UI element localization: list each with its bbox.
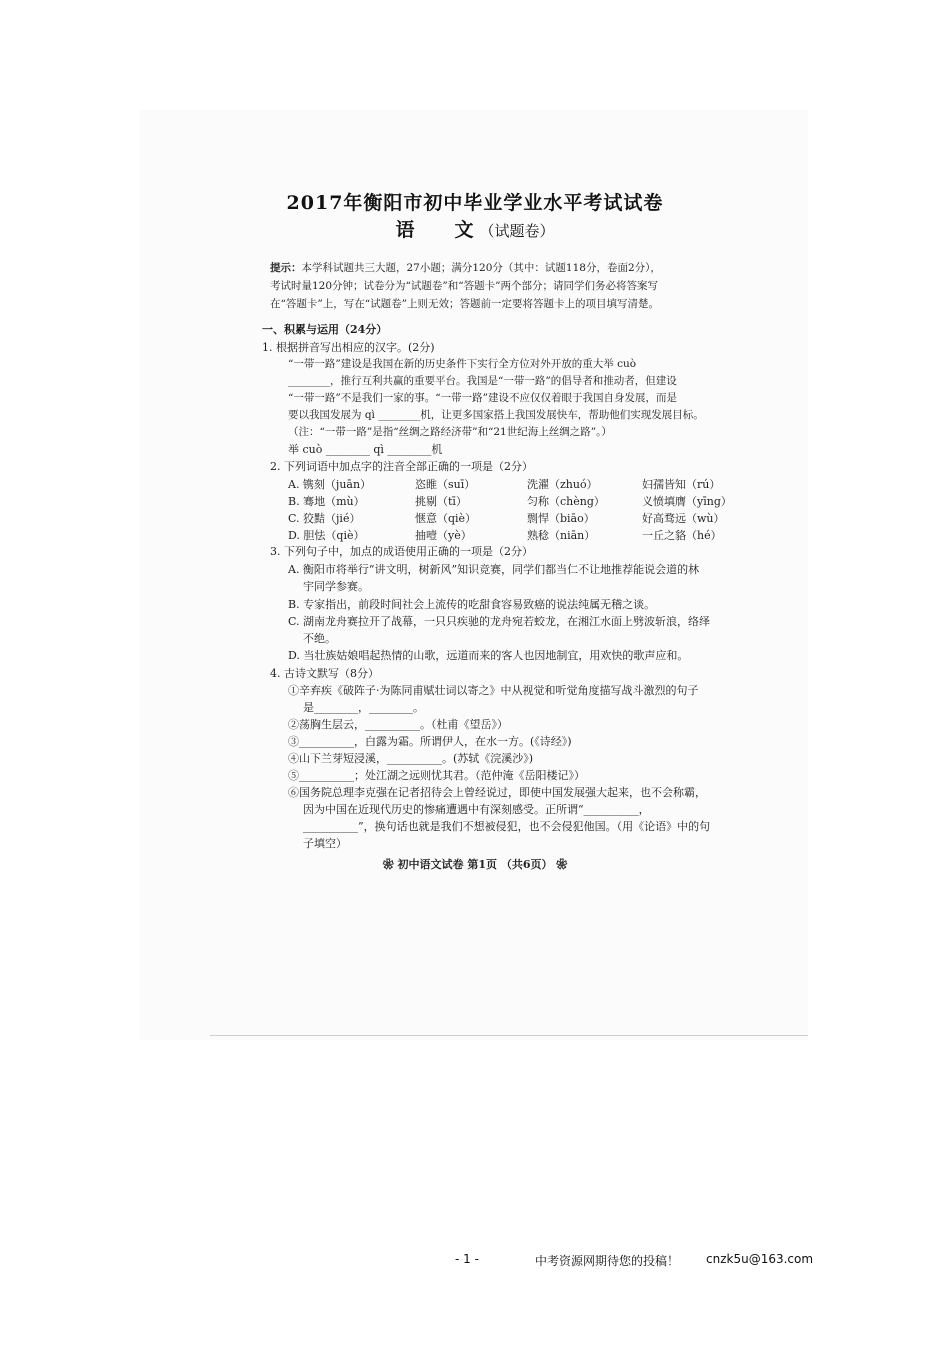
q2-option-cell: 洗濯（zhuó） xyxy=(527,478,598,491)
q4-item-6-cont: 因为中国在近现代历史的惨痛遭遇中有深刻感受。正所谓“__________， xyxy=(303,803,650,816)
q4-item-6-cont: 子填空） xyxy=(303,837,347,850)
q2-option-cell: 好高骛远（wù） xyxy=(642,512,725,525)
q4-item-6: ⑥国务院总理李克强在记者招待会上曾经说过，即使中国发展强大起来，也不会称霸， xyxy=(288,786,706,799)
q1-passage: 要以我国发展为 qì ________机，让更多国家搭上我国发展快车，帮助他们实现发展目标。 xyxy=(288,409,704,421)
q1-passage: “一带一路”建设是我国在新的历史条件下实行全方位对外开放的重大举 cuò xyxy=(288,358,637,370)
q4-item-4: ④山下兰芽短浸溪，__________。(苏轼《浣溪沙》) xyxy=(288,752,534,765)
q2-option-cell: 义愤填膺（yīng） xyxy=(642,495,732,508)
subject-heading: 语 文 （试题卷） xyxy=(395,219,555,241)
q2-option-cell: 恣睢（suī） xyxy=(415,478,476,491)
q4-stem: 4. 古诗文默写（8分） xyxy=(270,667,379,680)
page-number: - 1 - xyxy=(455,1252,479,1266)
q2-option-cell: C. 狡黠（jié） xyxy=(288,512,361,525)
q2-option-cell: B. 骞地（mù） xyxy=(288,495,365,508)
q4-item-3: ③__________，白露为霜。所谓伊人，在水一方。(《诗经》) xyxy=(288,735,572,748)
q1-passage: ________，推行互利共赢的重要平台。我国是“一带一路”的倡导者和推动者，但建设 xyxy=(288,375,677,387)
q1-stem: 1. 根据拼音写出相应的汉字。(2分) xyxy=(262,341,435,354)
q3-stem: 3. 下列句子中，加点的成语使用正确的一项是（2分） xyxy=(270,545,533,558)
exam-notice: 提示：本学科试题共三大题，27小题；满分120分（其中：试题118分，卷面2分）， 考试时量120分钟；试卷分为“试题卷”和“答题卡”两个部分；请同学们务必将答案写 在“答题卡”上，写在“试题卷”上则无效；答题前一定要将答题卡上的项目填写清楚。 xyxy=(270,262,661,310)
q2-option-cell: 抽噎（yè） xyxy=(415,529,472,542)
section-heading: 一、积累与运用（24分） xyxy=(262,323,388,336)
q1-passage: “一带一路”不是我们一家的事。“一带一路”建设不应仅仅着眼于我国自身发展，而是 xyxy=(288,392,677,404)
q3-option-a: A. 衡阳市将举行“讲文明，树新风”知识竞赛，同学们都当仁不让地推荐能说会道的林 xyxy=(288,563,700,576)
q2-option-cell: 剽悍（biāo） xyxy=(527,512,595,525)
q2-option-cell: 惬意（qiè） xyxy=(415,512,477,525)
footer-note: 中考资源网期待您的投稿！ xyxy=(535,1254,680,1268)
q1-note: （注：“一带一路”是指“丝绸之路经济带”和“21世纪海上丝绸之路”。） xyxy=(288,426,612,438)
q3-option-c: C. 湖南龙舟赛拉开了战幕，一只只疾驰的龙舟宛若蛟龙，在湘江水面上劈波斩浪，络绎 xyxy=(288,615,711,628)
q3-option-a-cont: 宇同学参赛。 xyxy=(303,580,369,593)
footer-email: cnzk5u@163.com xyxy=(706,1252,814,1266)
q4-item-5: ⑤__________；处江湖之远则忧其君。（范仲淹《岳阳楼记》） xyxy=(288,769,585,782)
q4-item-6-cont: __________”，换句话也就是我们不想被侵犯，也不会侵犯他国。（用《论语》中的句 xyxy=(303,820,711,833)
q2-option-cell: 熟稔（niān） xyxy=(527,529,596,542)
q2-stem: 2. 下列词语中加点字的注音全部正确的一项是（2分） xyxy=(270,460,533,473)
q4-item-2: ②荡胸生层云，__________。（杜甫《望岳》） xyxy=(288,718,508,731)
q2-option-cell: A. 镌刻（juān） xyxy=(288,478,372,491)
q3-option-d: D. 当壮族姑娘唱起热情的山歌，远道而来的客人也因地制宜，用欢快的歌声应和。 xyxy=(288,649,689,662)
q2-option-cell: 妇孺皆知（rú） xyxy=(642,478,721,491)
scan-page-footer: ❀ 初中语文试卷 第1页 （共6页） ❀ xyxy=(382,858,568,871)
q4-item-1-cont: 是________，________。 xyxy=(303,701,424,714)
q3-option-c-cont: 不绝。 xyxy=(303,632,336,645)
q2-option-cell: 一丘之貉（hé） xyxy=(642,529,722,542)
q4-item-1: ①辛弃疾《破阵子·为陈同甫赋壮词以寄之》中从视觉和听觉角度描写战斗激烈的句子 xyxy=(288,684,699,697)
notice-label: 提示： xyxy=(270,262,302,274)
q2-option-cell: D. 胆怯（qiè） xyxy=(288,529,365,542)
scan-edge-line xyxy=(210,1035,808,1036)
q1-answer-blanks: 举 cuò ________ qì ________机 xyxy=(288,443,443,456)
q2-option-cell: 挑剔（tī） xyxy=(415,495,467,508)
exam-title: 2017年衡阳市初中毕业学业水平考试试卷 xyxy=(286,192,664,214)
q3-option-b: B. 专家指出，前段时间社会上流传的吃甜食容易致癌的说法纯属无稽之谈。 xyxy=(288,598,656,611)
q2-option-cell: 匀称（chèng） xyxy=(527,495,605,508)
